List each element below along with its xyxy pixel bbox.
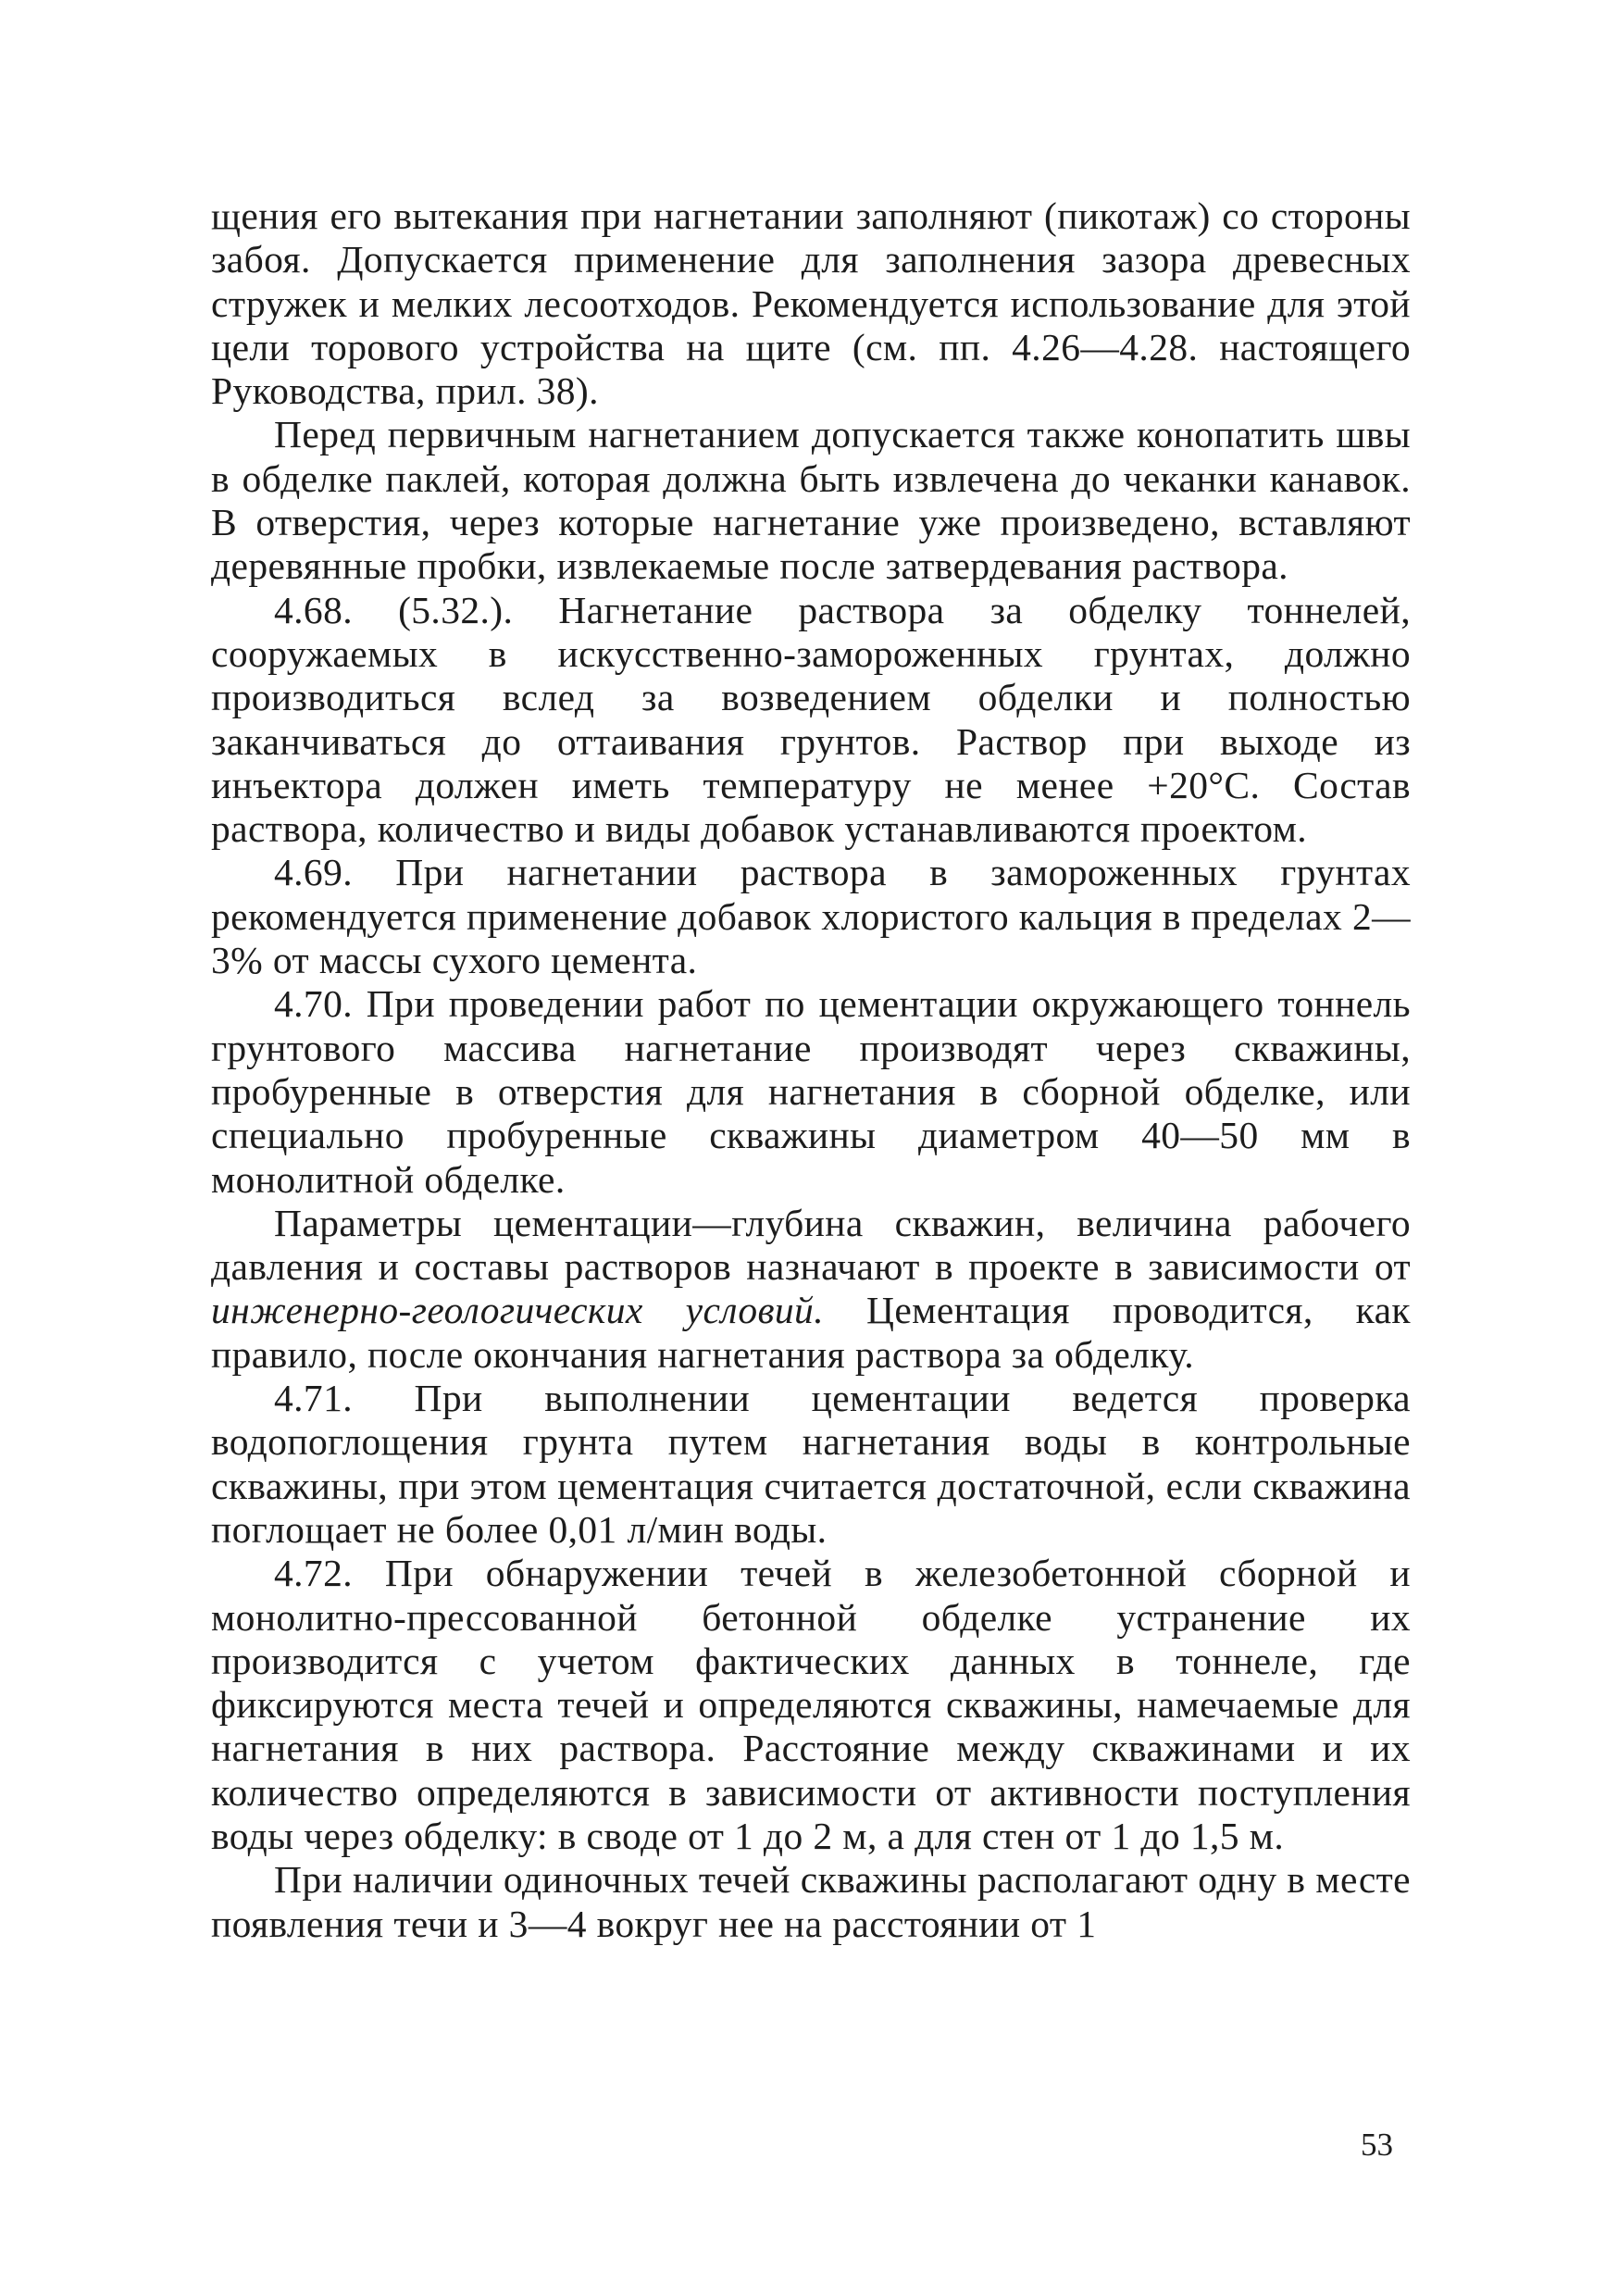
paragraph-4-68: 4.68. (5.32.). Нагнетание раствора за обделку тоннелей, сооружаемых в искусственно-замороженных грунтах, должно производиться вслед за возведением обделки и полностью заканчиваться до оттаивания грунтов. Раствор при выходе из инъектора должен иметь температуру не менее +20°C. Состав раствора, количество и виды добавок устанавливаются проектом. — [211, 588, 1411, 851]
paragraph-caulking: Перед первичным нагнетанием допускается также конопатить швы в обделке паклей, которая должна быть извлечена до чеканки канавок. В отверстия, через которые нагнетание уже произведено, вставляют деревянные пробки, извлекаемые после затвердевания раствора. — [211, 413, 1411, 588]
page-body — [211, 194, 1411, 1946]
paragraph-cementation-parameters — [211, 1202, 1411, 1377]
paragraph-text-end: Цементация проводится, как правило, после окончания нагнетания раствора за обделку. — [211, 1289, 1411, 1376]
paragraph-4-70: 4.70. При проведении работ по цементации окружающего тоннель грунтового массива нагнетание производят через скважины, пробуренные в отверстия для нагнетания в сборной обделке, или специально пробуренные скважины диаметром 40—50 мм в монолитной обделке. — [211, 982, 1411, 1201]
paragraph-text-italic: инженерно-геологических условий. — [211, 1289, 824, 1332]
page-number: 53 — [1361, 2127, 1393, 2163]
paragraph-4-71: 4.71. При выполнении цементации ведется проверка водопоглощения грунта путем нагнетания воды в контрольные скважины, при этом цементация считается достаточной, если скважина поглощает не более 0,01 л/мин воды. — [211, 1377, 1411, 1551]
paragraph-single-leaks: При наличии одиночных течей скважины располагают одну в месте появления течи и 3—4 вокруг нее на расстоянии от 1 — [211, 1858, 1411, 1945]
paragraph-text-start: Параметры цементации—глубина скважин, величина рабочего давления и составы растворов назначают в проекте в зависимости от — [211, 1201, 1411, 1289]
paragraph-4-69: 4.69. При нагнетании раствора в замороженных грунтах рекомендуется применение добавок хлористого кальция в пределах 2—3% от массы сухого цемента. — [211, 851, 1411, 982]
paragraph-4-72: 4.72. При обнаружении течей в железобетонной сборной и монолитно-прессованной бетонной обделке устранение их производится с учетом фактических данных в тоннеле, где фиксируются места течей и определяются скважины, намечаемые для нагнетания в них раствора. Расстояние между скважинами и их количество определяются в зависимости от активности поступления воды через обделку: в своде от 1 до 2 м, а для стен от 1 до 1,5 м. — [211, 1552, 1411, 1857]
paragraph-continuation: щения его вытекания при нагнетании заполняют (пикотаж) со стороны забоя. Допускается применение для заполнения зазора древесных стружек и мелких лесоотходов. Рекомендуется использование для этой цели торового устройства на щите (см. пп. 4.26—4.28. настоящего Руководства, прил. 38). — [211, 194, 1411, 413]
